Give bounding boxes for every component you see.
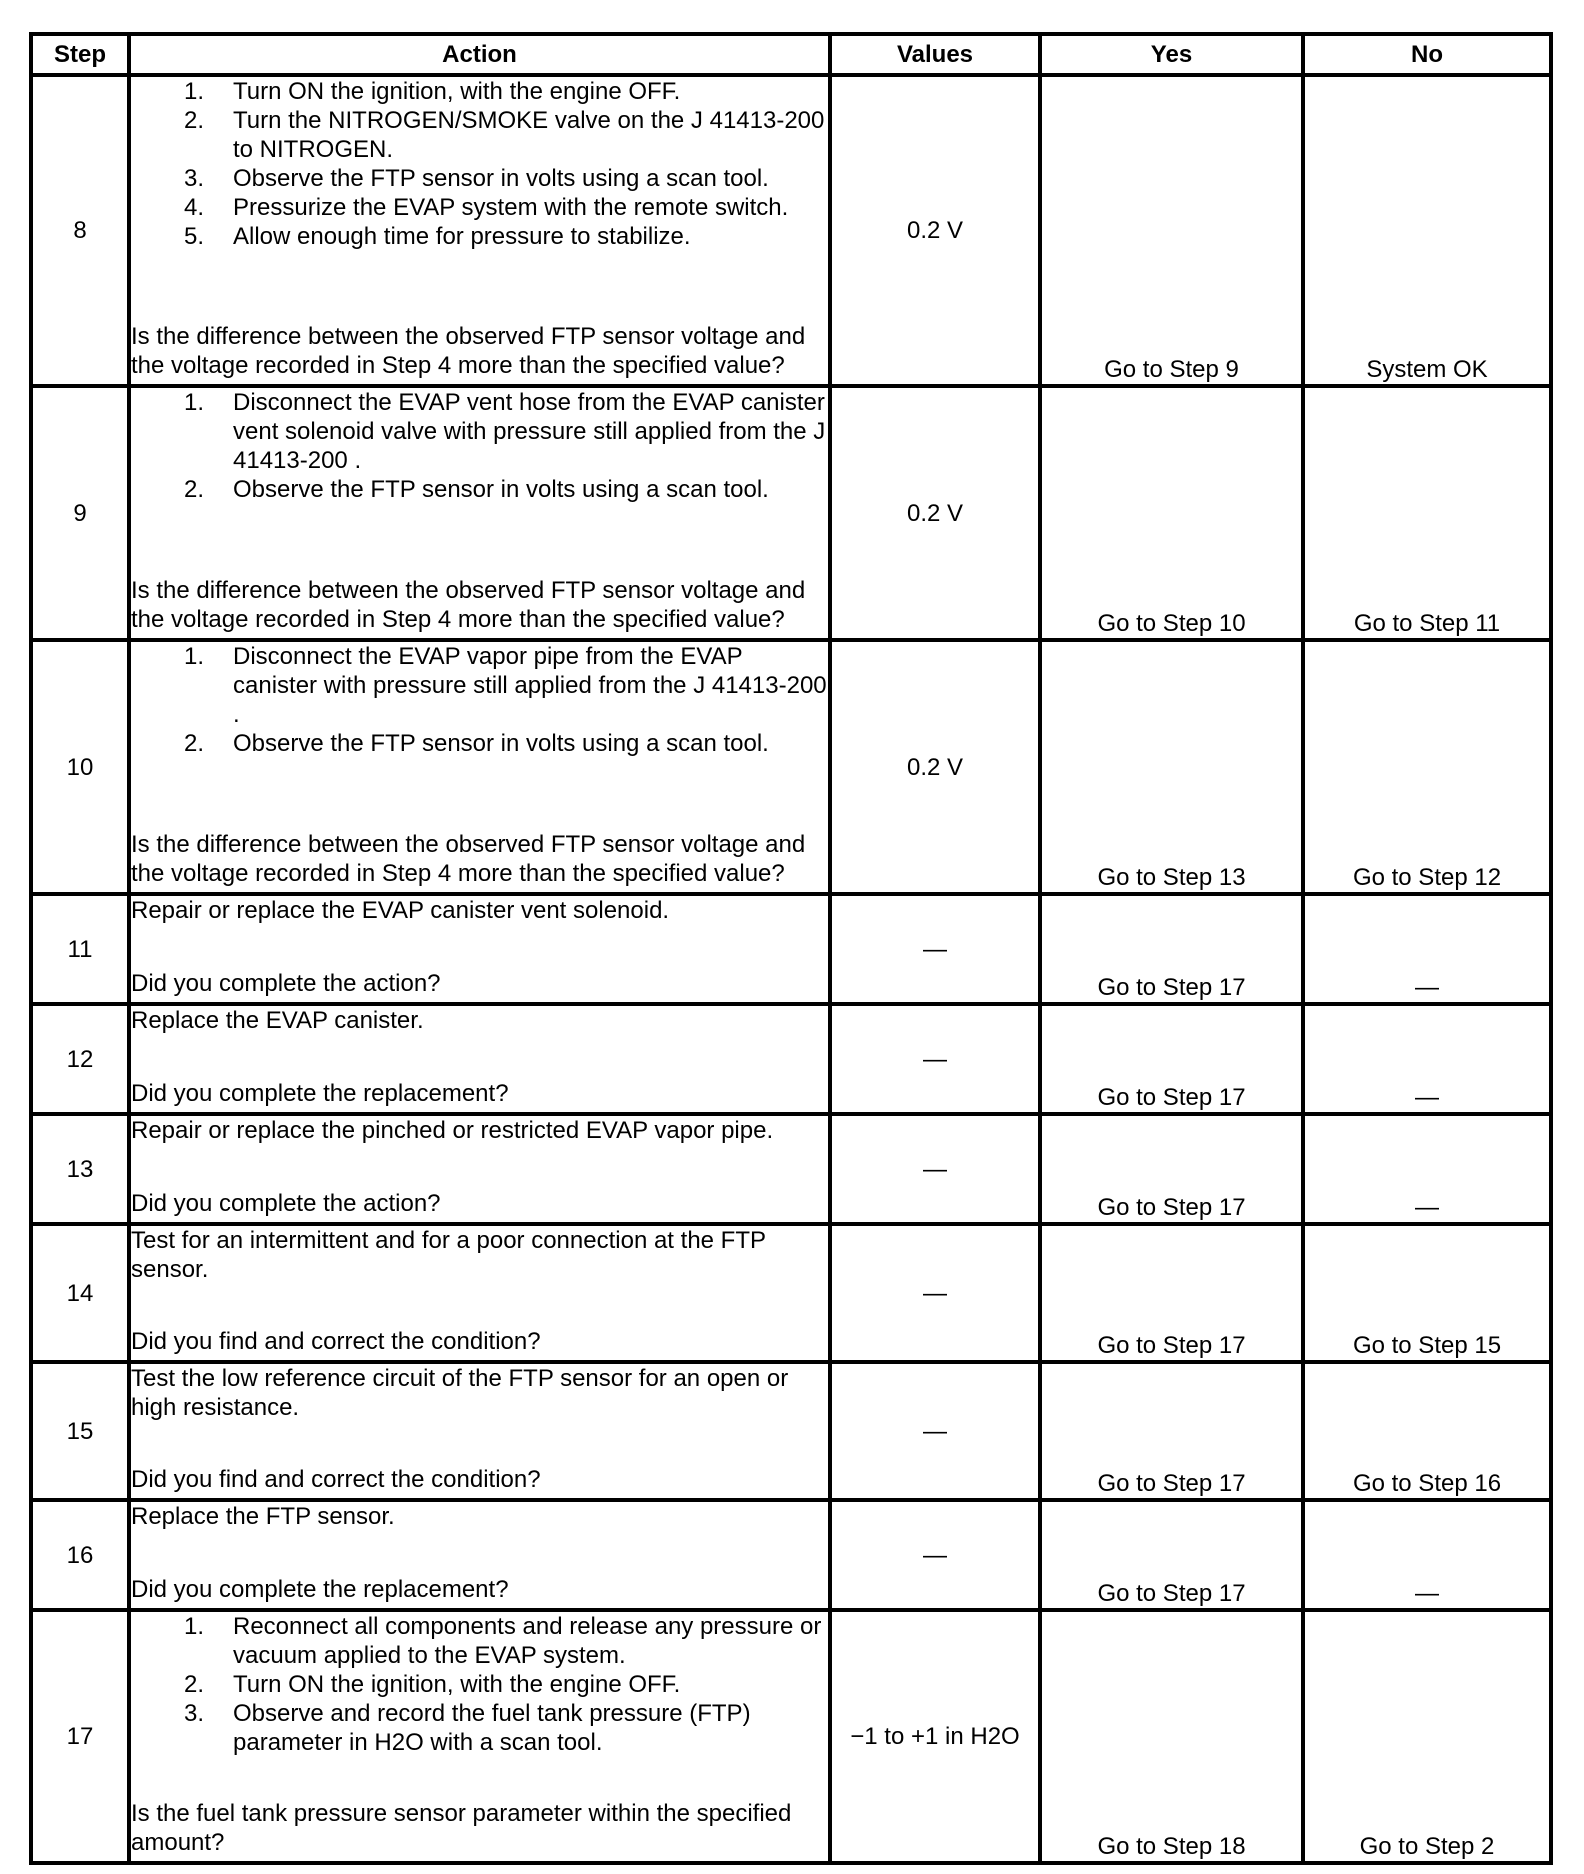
procedure-list	[131, 388, 828, 504]
value-cell: —	[830, 894, 1040, 1004]
header-row	[31, 34, 1551, 75]
yes-outcome: Go to Step 10	[1040, 386, 1303, 640]
no-outcome: Go to Step 16	[1303, 1362, 1551, 1500]
table-row	[31, 1610, 1551, 1863]
procedure-step: 1. Disconnect the EVAP vent hose from the EVAP canister vent solenoid valve with pressure still applied from the J 41413-200 .	[184, 389, 826, 474]
action-text: Replace the FTP sensor.	[131, 1503, 395, 1530]
header-no: No	[1303, 34, 1551, 75]
table-row	[31, 1362, 1551, 1500]
no-outcome: Go to Step 11	[1303, 386, 1551, 640]
procedure-step: 1. Disconnect the EVAP vapor pipe from the EVAP canister with pressure still applied from the J 41413-200 .	[184, 643, 827, 728]
yes-outcome: Go to Step 17	[1040, 1362, 1303, 1500]
table-row	[31, 386, 1551, 640]
procedure-step: 3. Observe and record the fuel tank pressure (FTP) parameter in H2O with a scan tool.	[184, 1700, 751, 1756]
procedure-step: 1. Turn ON the ignition, with the engine OFF.	[184, 78, 681, 105]
procedure-step: 2. Observe the FTP sensor in volts using a scan tool.	[184, 476, 769, 503]
action-question: Is the fuel tank pressure sensor parameter within the specified amount?	[131, 1800, 792, 1856]
action-question: Did you complete the replacement?	[131, 1080, 509, 1107]
action-cell	[129, 75, 830, 386]
action-question: Did you complete the action?	[131, 1190, 441, 1217]
action-cell	[129, 1500, 830, 1610]
action-question: Did you find and correct the condition?	[131, 1466, 541, 1493]
action-cell	[129, 894, 830, 1004]
yes-outcome: Go to Step 18	[1040, 1610, 1303, 1863]
table-row	[31, 1224, 1551, 1362]
step-number: 14	[31, 1224, 129, 1362]
action-cell	[129, 640, 830, 894]
procedure-step: 2. Turn the NITROGEN/SMOKE valve on the J 41413-200 to NITROGEN.	[184, 107, 825, 163]
step-number: 13	[31, 1114, 129, 1224]
yes-outcome: Go to Step 17	[1040, 894, 1303, 1004]
step-number: 12	[31, 1004, 129, 1114]
no-outcome: —	[1303, 1114, 1551, 1224]
yes-outcome: Go to Step 17	[1040, 1500, 1303, 1610]
table-row	[31, 1004, 1551, 1114]
yes-outcome: Go to Step 17	[1040, 1224, 1303, 1362]
no-outcome: Go to Step 12	[1303, 640, 1551, 894]
value-cell: —	[830, 1224, 1040, 1362]
action-question: Is the difference between the observed FTP sensor voltage and the voltage recorded in Step 4 more than the specified value?	[131, 577, 806, 633]
action-question: Is the difference between the observed FTP sensor voltage and the voltage recorded in Step 4 more than the specified value?	[131, 831, 806, 887]
no-outcome: Go to Step 15	[1303, 1224, 1551, 1362]
step-number: 11	[31, 894, 129, 1004]
action-text: Test for an intermittent and for a poor connection at the FTP sensor.	[131, 1227, 766, 1283]
header-yes: Yes	[1040, 34, 1303, 75]
procedure-step: 4. Pressurize the EVAP system with the remote switch.	[184, 194, 789, 221]
action-question: Did you find and correct the condition?	[131, 1328, 541, 1355]
step-number: 9	[31, 386, 129, 640]
action-cell	[129, 1224, 830, 1362]
procedure-step: 5. Allow enough time for pressure to stabilize.	[184, 223, 691, 250]
yes-outcome: Go to Step 17	[1040, 1004, 1303, 1114]
yes-outcome: Go to Step 9	[1040, 75, 1303, 386]
diagnostic-table	[29, 32, 1553, 1865]
step-number: 16	[31, 1500, 129, 1610]
procedure-step: 2. Turn ON the ignition, with the engine OFF.	[184, 1671, 681, 1698]
yes-outcome: Go to Step 13	[1040, 640, 1303, 894]
action-question: Did you complete the action?	[131, 970, 441, 997]
action-cell	[129, 1004, 830, 1114]
table-row	[31, 75, 1551, 386]
procedure-step: 3. Observe the FTP sensor in volts using a scan tool.	[184, 165, 769, 192]
value-cell: −1 to +1 in H2O	[830, 1610, 1040, 1863]
action-question: Did you complete the replacement?	[131, 1576, 509, 1603]
step-number: 15	[31, 1362, 129, 1500]
value-cell: —	[830, 1362, 1040, 1500]
action-question: Is the difference between the observed FTP sensor voltage and the voltage recorded in Step 4 more than the specified value?	[131, 323, 806, 379]
action-text: Repair or replace the pinched or restricted EVAP vapor pipe.	[131, 1117, 774, 1144]
action-cell	[129, 1610, 830, 1863]
header-step: Step	[31, 34, 129, 75]
header-values: Values	[830, 34, 1040, 75]
table-row	[31, 640, 1551, 894]
procedure-step: 1. Reconnect all components and release any pressure or vacuum applied to the EVAP system.	[184, 1613, 822, 1669]
action-cell	[129, 1362, 830, 1500]
step-number: 17	[31, 1610, 129, 1863]
action-text: Test the low reference circuit of the FTP sensor for an open or high resistance.	[131, 1365, 789, 1421]
procedure-step: 2. Observe the FTP sensor in volts using a scan tool.	[184, 730, 769, 757]
no-outcome: —	[1303, 894, 1551, 1004]
table-row	[31, 1500, 1551, 1610]
procedure-list	[131, 1612, 828, 1757]
value-cell: 0.2 V	[830, 640, 1040, 894]
action-text: Repair or replace the EVAP canister vent solenoid.	[131, 897, 670, 924]
step-number: 10	[31, 640, 129, 894]
value-cell: 0.2 V	[830, 75, 1040, 386]
step-number: 8	[31, 75, 129, 386]
value-cell: —	[830, 1114, 1040, 1224]
no-outcome: Go to Step 2	[1303, 1610, 1551, 1863]
action-text: Replace the EVAP canister.	[131, 1007, 424, 1034]
no-outcome: —	[1303, 1004, 1551, 1114]
header-action: Action	[129, 34, 830, 75]
procedure-list	[131, 642, 828, 758]
procedure-list	[131, 77, 828, 251]
action-cell	[129, 1114, 830, 1224]
no-outcome: —	[1303, 1500, 1551, 1610]
value-cell: —	[830, 1004, 1040, 1114]
action-cell	[129, 386, 830, 640]
value-cell: —	[830, 1500, 1040, 1610]
table-row	[31, 1114, 1551, 1224]
value-cell: 0.2 V	[830, 386, 1040, 640]
table-row	[31, 894, 1551, 1004]
yes-outcome: Go to Step 17	[1040, 1114, 1303, 1224]
no-outcome: System OK	[1303, 75, 1551, 386]
